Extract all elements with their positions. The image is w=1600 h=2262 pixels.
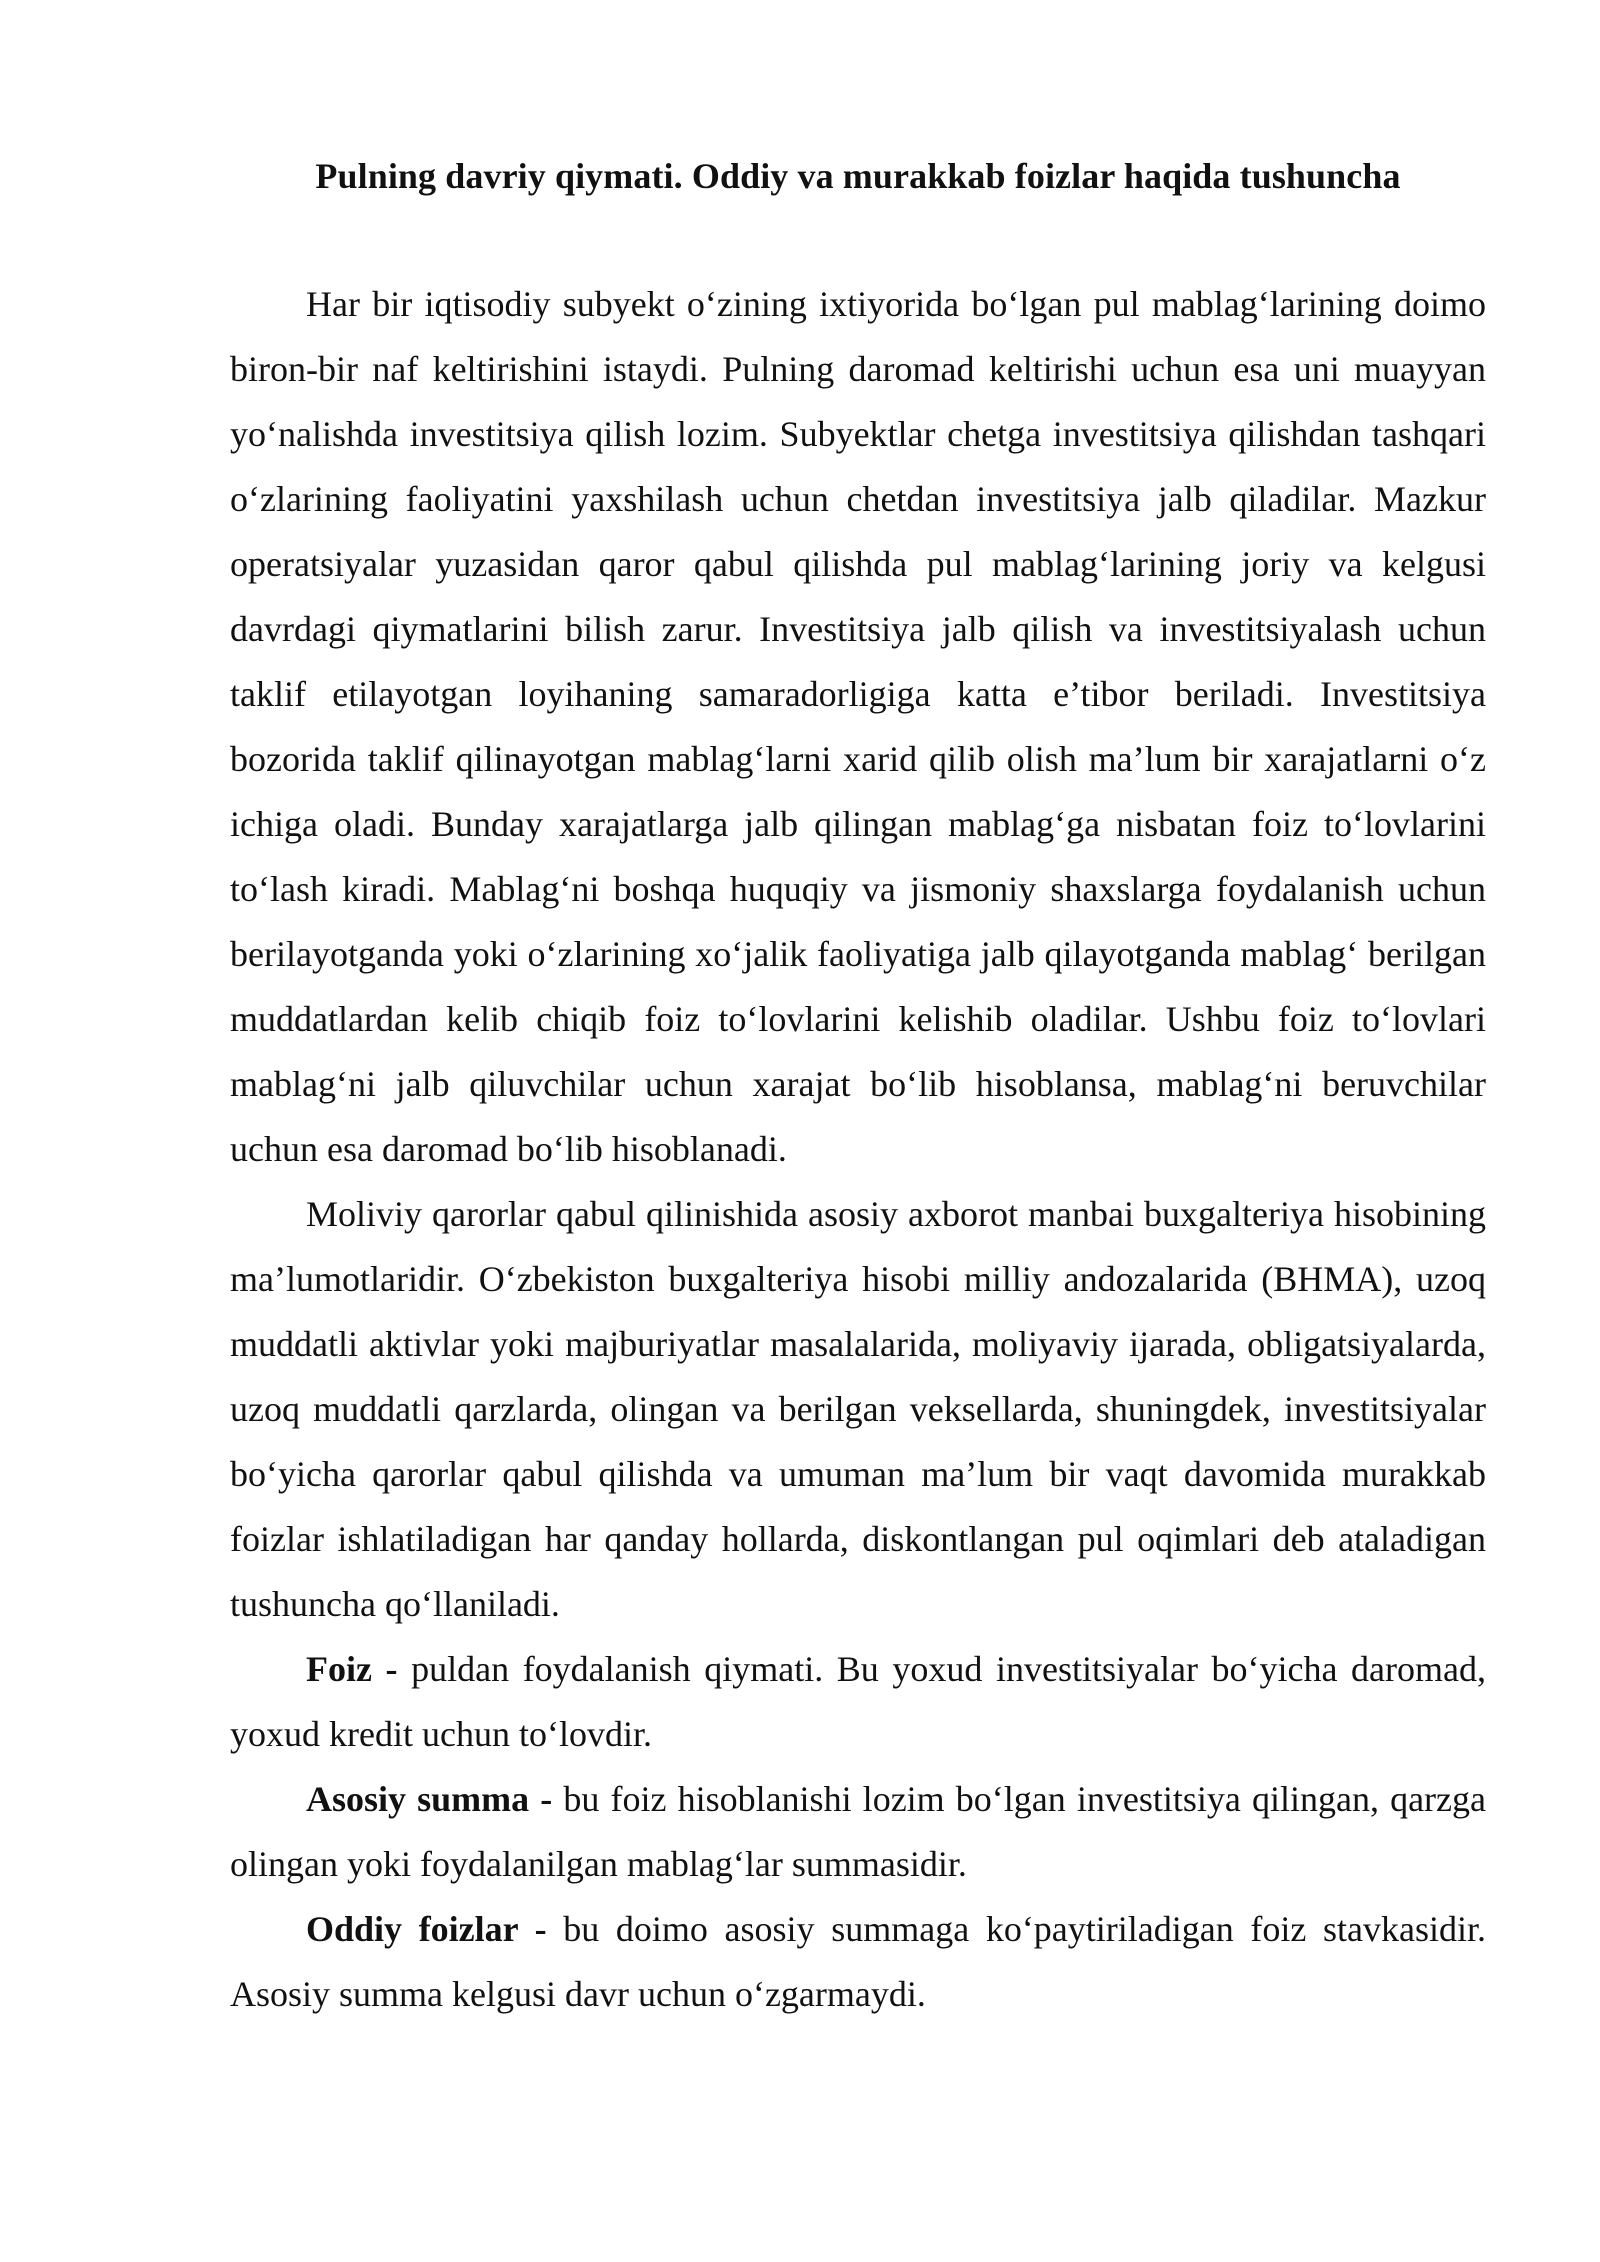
term-foiz: Foiz -	[306, 1649, 398, 1689]
paragraph-intro: Har bir iqtisodiy subyekt o‘zining ixtiyorida bo‘lgan pul mablag‘larining doimo biron-bir naf keltirishini istaydi. Pulning daromad keltirishi uchun esa uni muayyan yo‘nalishda investitsiya qilish lozim. Subyektlar chetga investitsiya qilishdan tashqari o‘zlarining faoliyatini yaxshilash uchun chetdan investitsiya jalb qiladilar. Mazkur operatsiyalar yuzasidan qaror qabul qilishda pul mablag‘larining joriy va kelgusi davrdagi qiymatlarini bilish zarur. Investitsiya jalb qilish va investitsiyalash uchun taklif etilayotgan loyihaning samaradorligiga katta e’tibor beriladi. Investitsiya bozorida taklif qilinayotgan mablag‘larni xarid qilib olish ma’lum bir xarajatlarni o‘z ichiga oladi. Bunday xarajatlarga jalb qilingan mablag‘ga nisbatan foiz to‘lovlarini to‘lash kiradi. Mablag‘ni boshqa huquqiy va jismoniy shaxslarga foydalanish uchun berilayotganda yoki o‘zlarining xo‘jalik faoliyatiga jalb qilayotganda mablag‘ berilgan muddatlardan kelib chiqib foiz to‘lovlarini kelishib oladilar. Ushbu foiz to‘lovlari mablag‘ni jalb qiluvchilar uchun xarajat bo‘lib hisoblansa, mablag‘ni beruvchilar uchun esa daromad bo‘lib hisoblanadi.	[230, 284, 1486, 1169]
document-body	[230, 150, 1486, 2027]
term-oddiy-foizlar: Oddiy foizlar -	[306, 1909, 547, 1949]
paragraph-asosiy-summa-definition	[230, 1767, 1486, 1897]
document-title: Pulning davriy qiymati. Oddiy va murakkab foizlar haqida tushuncha	[315, 156, 1401, 196]
definition-asosiy-summa: bu foiz hisoblanishi lozim bo‘lgan investitsiya qilingan, qarzga olingan yoki foydalanilgan mablag‘lar summasidir.	[230, 1779, 1486, 1884]
term-asosiy-summa: Asosiy summa -	[306, 1779, 553, 1819]
paragraph-oddiy-foizlar-definition	[230, 1897, 1486, 2027]
paragraph-financial-decisions: Moliviy qarorlar qabul qilinishida asosiy axborot manbai buxgalteriya hisobining ma’lumotlaridir. O‘zbekiston buxgalteriya hisobi milliy andozalarida (BHMA), uzoq muddatli aktivlar yoki majburiyatlar masalalarida, moliyaviy ijarada, obligatsiyalarda, uzoq muddatli qarzlarda, olingan va berilgan veksellarda, shuningdek, investitsiyalar bo‘yicha qarorlar qabul qilishda va umuman ma’lum bir vaqt davomida murakkab foizlar ishlatiladigan har qanday hollarda, diskontlangan pul oqimlari deb ataladigan tushuncha qo‘llaniladi.	[230, 1194, 1486, 1624]
paragraph-foiz-definition	[230, 1637, 1486, 1767]
definition-oddiy-foizlar: bu doimo asosiy summaga ko‘paytiriladigan foiz stavkasidir. Asosiy summa kelgusi davr uchun o‘zgarmaydi.	[230, 1909, 1486, 2014]
definition-foiz: puldan foydalanish qiymati. Bu yoxud investitsiyalar bo‘yicha daromad, yoxud kredit uchun to‘lovdir.	[230, 1649, 1486, 1754]
